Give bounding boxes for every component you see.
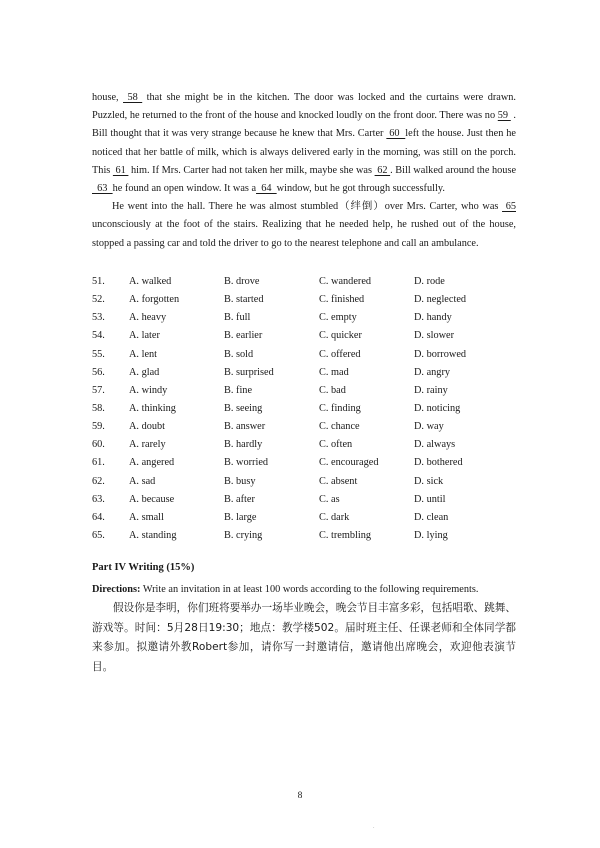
page-number: 8 [297,791,303,801]
option-a: A. sad [129,475,156,487]
option-b: B. earlier [224,330,263,342]
option-d: D. way [414,421,444,433]
option-b: B. sold [224,348,254,360]
option-c: C. encouraged [319,457,379,469]
option-a: A. standing [129,529,177,541]
blank-63: 63 [92,183,113,195]
cloze-passage [92,89,516,253]
question-number: 56. [92,366,105,378]
question-number: 65. [92,529,105,541]
option-d: D. slower [414,330,455,342]
option-d: D. lying [414,529,448,541]
option-a: A. glad [129,366,160,378]
option-b: B. drove [224,276,260,287]
option-d: D. borrowed [414,348,467,360]
question-number: 61. [92,457,105,469]
option-b: B. answer [224,421,266,433]
question-number: 64. [92,511,105,523]
passage-text: window, but he got through successfully. [276,183,445,195]
option-a: A. windy [129,384,168,396]
question-number: 53. [92,312,105,324]
option-d: D. noticing [414,402,461,414]
option-c: C. trembling [319,529,372,541]
option-d: D. rainy [414,384,448,396]
option-a: A. rarely [129,439,166,451]
question-number: 62. [92,475,105,487]
question-number: 54. [92,330,105,342]
passage-text: He went into the hall. There he was almost stumbled（绊倒）over Mrs. Carter, who was [112,201,503,213]
question-number: 55. [92,348,105,360]
writing-prompt: 假设你是李明，你们班将要举办一场毕业晚会，晚会节目丰富多彩，包括唱歌、跳舞、游戏等。时间：5月28日19:30；地点：教学楼502。届时班主任、任课老师和全体同学都来参加。拟邀请外教Robert参加，请你写一封邀请信，邀请他出席晚会，欢迎他表演节目。 [92,602,516,673]
option-a: A. heavy [129,312,167,324]
option-b: B. after [224,493,255,505]
blank-59: 59 [497,110,511,122]
option-c: C. chance [319,421,360,433]
section-title: Part IV Writing (15%) [92,562,195,573]
option-b: B. seeing [224,402,263,414]
option-c: C. quicker [319,330,362,342]
option-c: C. wandered [319,276,372,287]
option-d: D. angry [414,366,451,378]
option-a: A. walked [129,276,172,287]
option-b: B. surprised [224,366,274,378]
option-d: D. sick [414,475,444,487]
option-a: A. thinking [129,402,176,414]
option-c: C. as [319,493,340,505]
blank-58: 58 [123,92,143,103]
option-b: B. fine [224,384,253,396]
option-c: C. finding [319,402,361,414]
passage-text: him. If Mrs. Carter had not taken her milk, maybe she was [128,164,375,176]
question-number: 52. [92,294,105,306]
passage-text: house, [92,92,124,103]
option-d: D. handy [414,312,452,324]
option-a: A. forgotten [129,294,180,306]
passage-text: . Bill thought that it was very strange because he knew that Mrs. Carter [92,110,516,140]
option-b: B. worried [224,457,269,469]
question-number: 60. [92,439,105,451]
passage-paragraph-2 [92,198,516,253]
option-c: C. dark [319,511,350,523]
blank-61: 61 [112,164,129,176]
option-a: A. later [129,330,160,342]
option-b: B. busy [224,475,256,487]
option-d: D. always [414,439,456,451]
directions [92,581,516,599]
option-c: C. empty [319,312,357,324]
passage-text: unconsciously at the foot of the stairs. Realizing that he needed help, he rushed out of the house, stopped a passing car and told the driver to go to the nearest telephone and call an ambulance. [92,219,516,249]
option-a: A. because [129,493,175,505]
passage-paragraph-1 [92,89,516,198]
option-d: D. rode [414,276,445,287]
option-b: B. started [224,294,264,306]
passage-text: left the house. Just then he noticed that her battle of milk, which is always delivered early in the morning, was still on the porch. This [92,128,516,176]
passage-text: that she might be in the kitchen. The door was locked and the curtains were drawn. Puzzled, he returned to the front of the house and knocked loudly on the front door. There was no [92,92,516,122]
option-d: D. until [414,493,446,505]
option-b: B. hardly [224,439,263,451]
blank-62: 62 [374,164,391,176]
question-number: 51. [92,276,105,287]
option-c: C. bad [319,384,346,396]
directions-text: Write an invitation in at least 100 words according to the following requirements. [140,584,479,595]
option-b: B. large [224,511,257,523]
footer-mark: . [373,824,375,830]
option-c: C. mad [319,366,349,378]
option-c: C. offered [319,348,361,360]
passage-text: he found an open window. It was a [112,183,257,195]
question-number: 59. [92,421,105,433]
option-c: C. absent [319,475,358,487]
question-number: 58. [92,402,105,414]
question-number: 57. [92,384,105,396]
directions-label: Directions: [92,584,141,595]
option-c: C. often [319,439,353,451]
blank-64: 64 [256,183,277,195]
option-a: A. doubt [129,421,166,433]
option-b: B. crying [224,529,263,541]
option-d: D. clean [414,511,449,523]
option-c: C. finished [319,294,365,306]
option-a: A. lent [129,348,158,360]
blank-65: 65 [502,201,516,213]
option-a: A. small [129,511,164,523]
option-d: D. bothered [414,457,463,469]
option-b: B. full [224,312,251,324]
option-d: D. neglected [414,294,467,306]
option-a: A. angered [129,457,175,469]
passage-text: . Bill walked around the house [390,164,517,176]
question-number: 63. [92,493,105,505]
blank-60: 60 [386,128,406,140]
